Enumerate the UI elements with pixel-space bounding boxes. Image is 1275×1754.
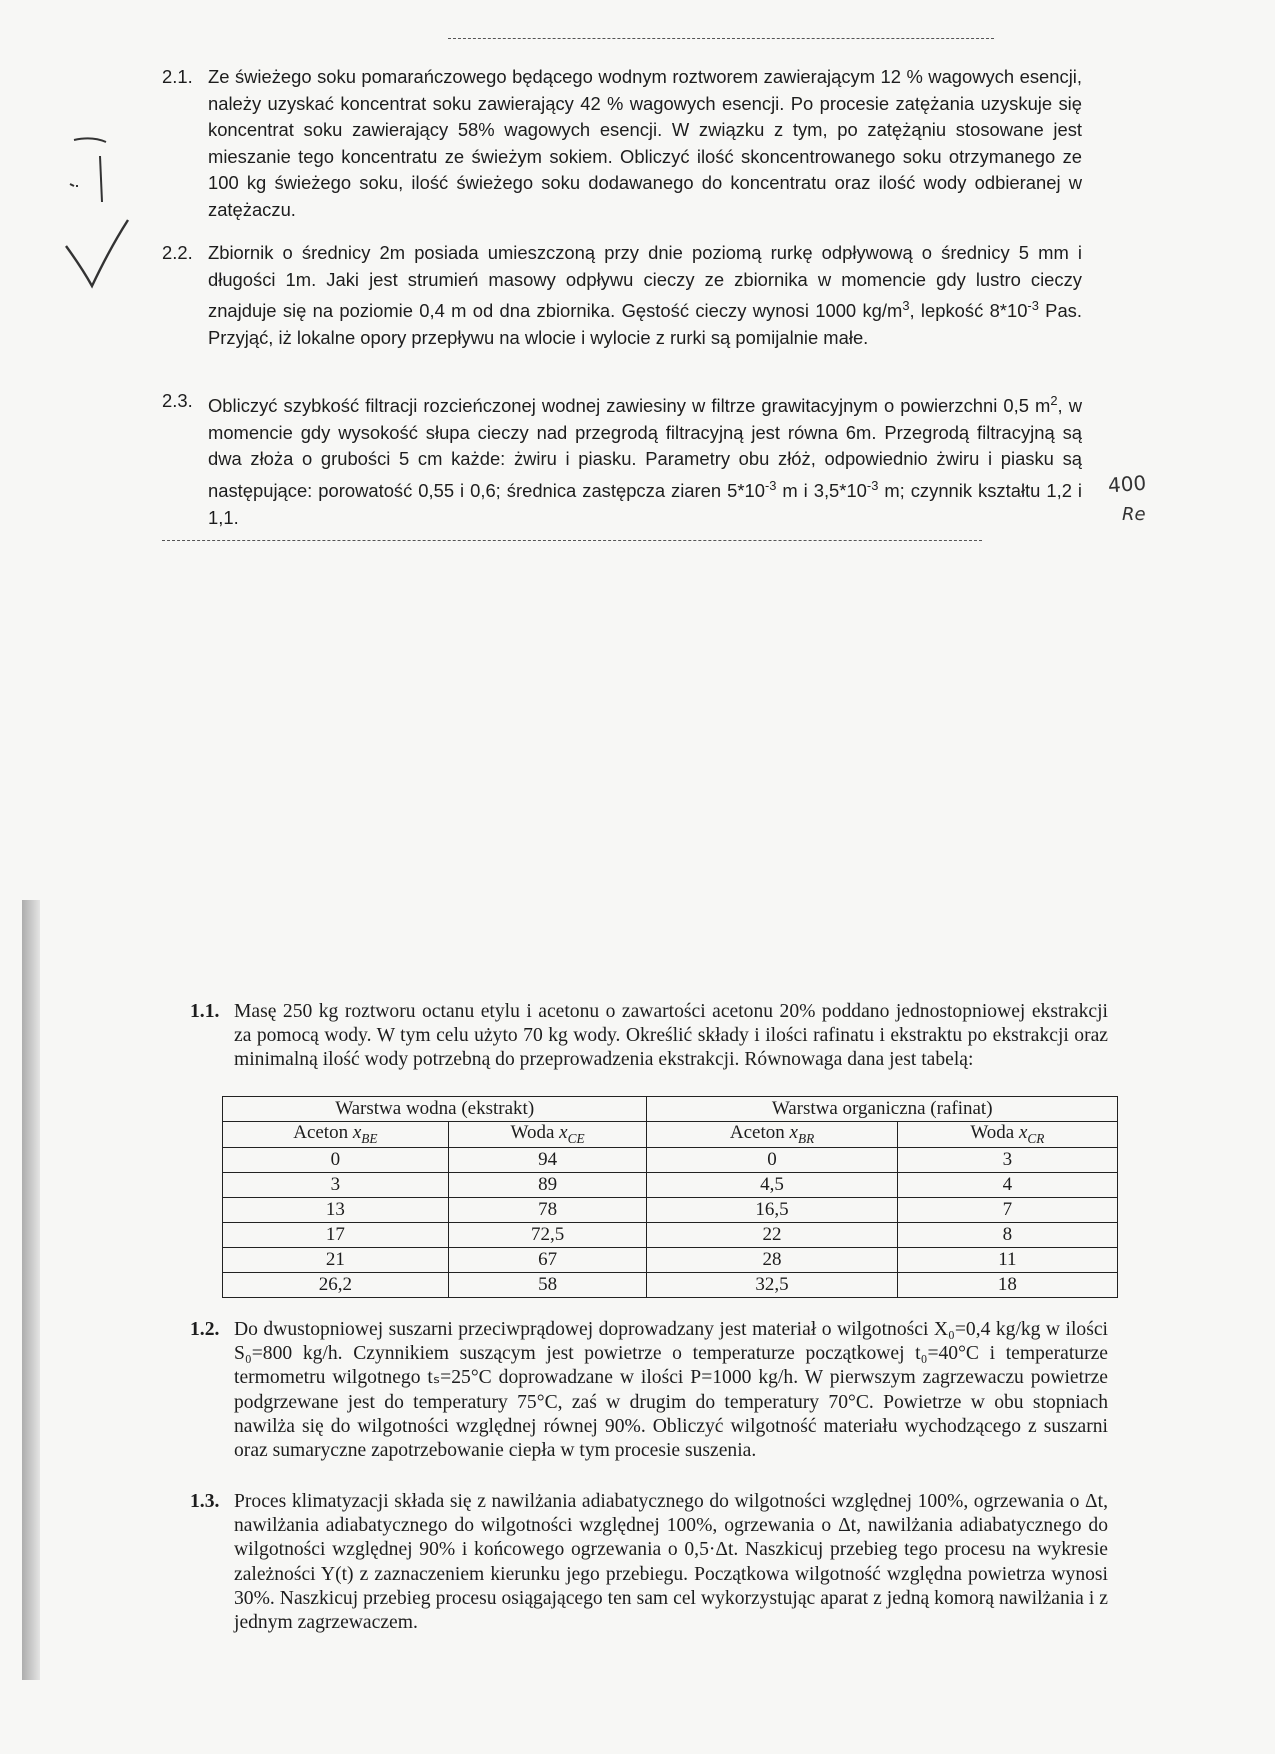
problem-text: Masę 250 kg roztworu octanu etylu i acetonu o zawartości acetonu 20% poddano jednostopniowej ekstrakcji za pomocą wody. W tym celu użyto 70 kg wody. Określić składy i ilości rafinatu i ekstraktu po ekstrakcji oraz minimalną ilość wody potrzebną do przeprowadzenia ekstrakcji. Równowaga dana jest tabelą: xyxy=(234,1001,1108,1071)
scan-shadow-edge xyxy=(22,900,40,1680)
table-cell: 26,2 xyxy=(223,1272,449,1297)
table-cell: 11 xyxy=(897,1247,1117,1272)
table-cell: 17 xyxy=(223,1222,449,1247)
problem-2-2 xyxy=(162,240,1082,352)
problem-text: Proces klimatyzacji składa się z nawilżania adiabatycznego do wilgotności względnej 100%, ogrzewania o Δt, nawilżania adiabatycznego do wilgotności względnej 100%, ogrzewania o Δt, nawilżania adiabatycznego do wilgotności względnej 90% i końcowego ogrzewania o 0,5·Δt. Naszkicuj przebieg tego procesu na wykresie zależności Y(t) z zaznaczeniem kierunku jego przebiegu. Początkowa wilgotność względna powietrza wynosi 30%. Naszkicuj przebieg procesu osiągającego ten sam cel wykorzystując aparat z jedną komorą nawilżania i z jednym zagrzewaczem. xyxy=(234,1491,1108,1634)
table-group-header-row xyxy=(223,1097,1118,1122)
table-cell: 4,5 xyxy=(647,1172,897,1197)
table-cell: 67 xyxy=(448,1247,647,1272)
problem-number: 1.1. xyxy=(190,1001,220,1022)
table-cell: 89 xyxy=(448,1172,647,1197)
table-row xyxy=(223,1197,1118,1222)
equilibrium-table xyxy=(222,1096,1118,1298)
table-cell: 28 xyxy=(647,1247,897,1272)
table-row xyxy=(223,1147,1118,1172)
table-cell: 7 xyxy=(897,1197,1117,1222)
table-cell: 0 xyxy=(223,1147,449,1172)
problem-number: 2.1. xyxy=(162,66,193,87)
table-cell: 32,5 xyxy=(647,1272,897,1297)
table-cell: 94 xyxy=(448,1147,647,1172)
handwritten-margin-mark xyxy=(62,128,132,298)
table-cell: 72,5 xyxy=(448,1222,647,1247)
table-row xyxy=(223,1172,1118,1197)
table-column-header: Aceton $x_{BR}$ xyxy=(647,1122,897,1148)
section-divider xyxy=(162,540,982,541)
problem-number: 2.2. xyxy=(162,242,193,263)
problem-1-3 xyxy=(190,1490,1108,1635)
handwritten-note-re: Re xyxy=(1122,504,1146,525)
problem-text: Do dwustopniowej suszarni przeciwprądowej doprowadzany jest materiał o wilgotności X₀=0,4 kg/kg w ilości S₀=800 kg/h. Czynnikiem suszącym jest powietrze o temperaturze początkowej t₀=40°C i temperaturze termometru wilgotnego tₛ=25°C doprowadzane w ilości P=1000 kg/h. W pierwszym zagrzewaczu powietrze podgrzewane jest do temperatury 75°C, zaś w drugim do temperatury 70°C. Powietrze w obu stopniach nawilża się do wilgotności względnej równej 90%. Obliczyć wilgotność materiału wychodzącego z suszarni oraz sumaryczne zapotrzebowanie ciepła w tym procesie suszenia. xyxy=(234,1319,1108,1462)
table-group-header: Warstwa wodna (ekstrakt) xyxy=(223,1097,647,1122)
problem-number: 1.2. xyxy=(190,1319,220,1340)
table-cell: 16,5 xyxy=(647,1197,897,1222)
table-row xyxy=(223,1272,1118,1297)
top-divider xyxy=(448,38,994,39)
table-cell: 13 xyxy=(223,1197,449,1222)
table-cell: 3 xyxy=(897,1147,1117,1172)
problem-1-2 xyxy=(190,1318,1108,1463)
handwritten-note-400: 400 xyxy=(1107,470,1147,498)
table-cell: 58 xyxy=(448,1272,647,1297)
table-cell: 22 xyxy=(647,1222,897,1247)
table-row xyxy=(223,1222,1118,1247)
problem-number: 1.3. xyxy=(190,1491,220,1512)
table-cell: 78 xyxy=(448,1197,647,1222)
table-cell: 4 xyxy=(897,1172,1117,1197)
table-cell: 8 xyxy=(897,1222,1117,1247)
table-header-row xyxy=(223,1122,1118,1148)
table-row xyxy=(223,1247,1118,1272)
problem-text: Obliczyć szybkość filtracji rozcieńczonej wodnej zawiesiny w filtrze grawitacyjnym o powierzchni 0,5 $m^2$, w momencie gdy wysokość słupa cieczy nad przegrodą filtracyjną jest równa 6m. Przegrodą filtracyjną są dwa złoża o grubości 5 cm każde: żwiru i piasku. Parametry obu złóż, odpowiednio żwiru i piasku są następujące: porowatość 0,55 i 0,6; średnica zastępcza ziaren $5*10^{-3}$ m i $3,5*10^{-3}$ m; czynnik kształtu 1,2 i 1,1. xyxy=(208,393,1082,528)
problem-number: 2.3. xyxy=(162,390,193,411)
table-group-header: Warstwa organiczna (rafinat) xyxy=(647,1097,1118,1122)
table-column-header: Woda $x_{CR}$ xyxy=(897,1122,1117,1148)
problem-1-1 xyxy=(190,1000,1108,1073)
table-cell: 18 xyxy=(897,1272,1117,1297)
table-cell: 0 xyxy=(647,1147,897,1172)
problem-2-1 xyxy=(162,64,1082,224)
problem-2-3 xyxy=(162,388,1082,531)
table-column-header: Aceton $x_{BE}$ xyxy=(223,1122,449,1148)
table-cell: 21 xyxy=(223,1247,449,1272)
table-column-header: Woda $x_{CE}$ xyxy=(448,1122,647,1148)
table-cell: 3 xyxy=(223,1172,449,1197)
problem-text: Ze świeżego soku pomarańczowego będącego wodnym roztworem zawierającym 12 % wagowych esencji, należy uzyskać koncentrat soku zawierający 42 % wagowych esencji. Po procesie zatężania uzyskuje się koncentrat soku zawierający 58% wagowych esencji. W związku z tym, po zatężąniu stosowane jest mieszanie tego koncentratu ze świeżym sokiem. Obliczyć ilość skoncentrowanego soku otrzymanego ze 100 kg świeżego soku, ilość świeżego soku dodawanego do koncentratu oraz ilość wody odbieranej w zatężaczu. xyxy=(208,66,1082,220)
problem-text: Zbiornik o średnicy 2m posiada umieszczoną przy dnie poziomą rurkę odpływową o średnicy 5 mm i długości 1m. Jaki jest strumień masowy odpływu cieczy ze zbiornika w momencie gdy lustro cieczy znajduje się na poziomie 0,4 m od dna zbiornika. Gęstość cieczy wynosi 1000 $kg/m^3$, lepkość $8*10^{-3}$ Pas. Przyjąć, iż lokalne opory przepływu na wlocie i wylocie z rurki są pomijalnie małe. xyxy=(208,242,1082,348)
